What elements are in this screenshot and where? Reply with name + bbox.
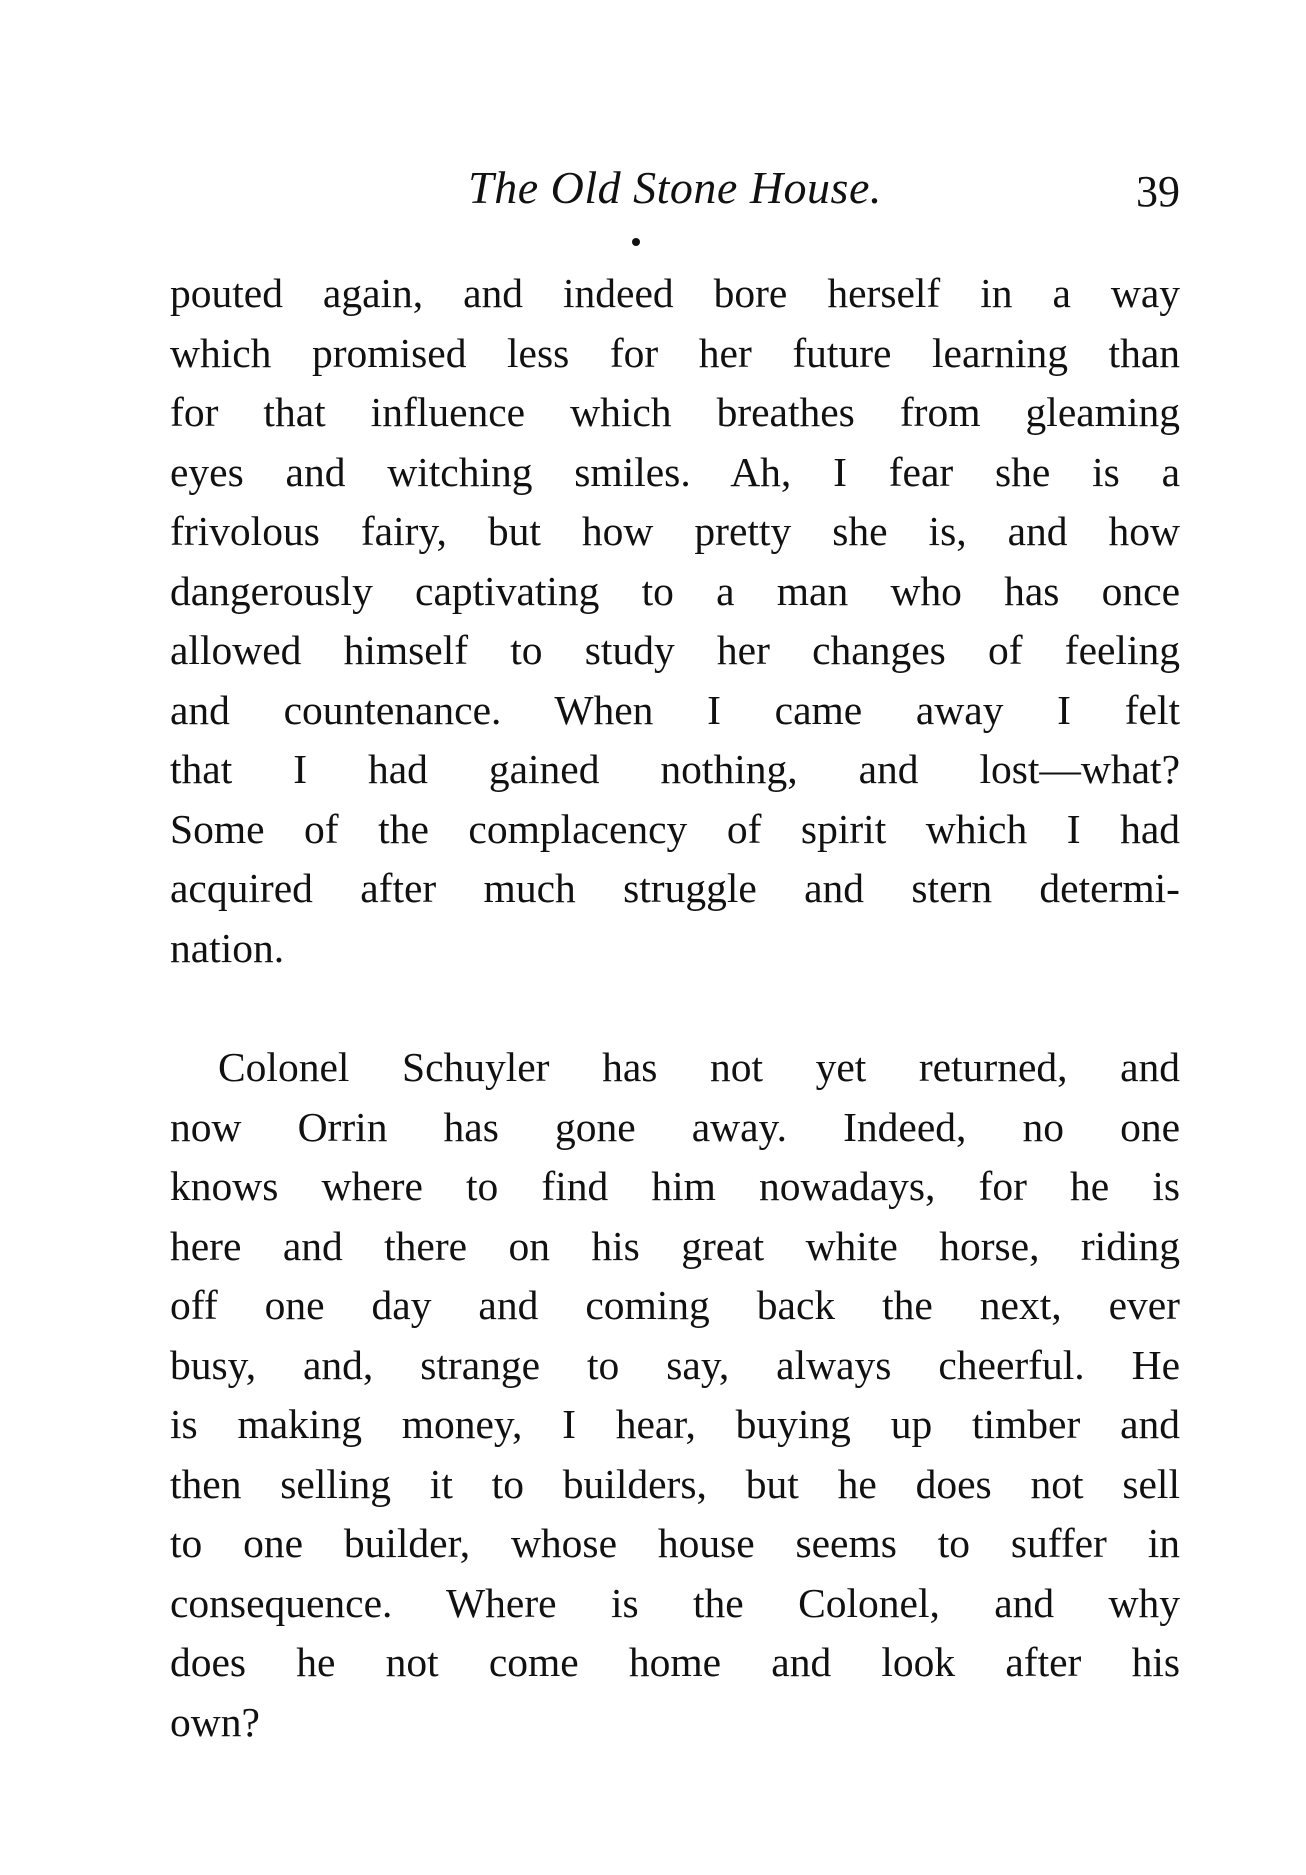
text-line: busy, and, strange to say, always cheerful. He xyxy=(170,1341,1180,1388)
text-line: pouted again, and indeed bore herself in a way xyxy=(170,270,1180,316)
text-line: then selling it to builders, but he does not sell xyxy=(170,1460,1180,1507)
text-line: frivolous fairy, but how pretty she is, and how xyxy=(170,508,1180,554)
text-line: Some of the complacency of spirit which I had xyxy=(170,805,1180,852)
text-line: here and there on his great white horse, riding xyxy=(170,1222,1180,1269)
text-line: eyes and witching smiles. Ah, I fear she is a xyxy=(170,448,1180,495)
running-title: The Old Stone House. xyxy=(468,162,882,213)
text-line: allowed himself to study her changes of feeling xyxy=(170,627,1180,673)
text-line: to one builder, whose house seems to suffer in xyxy=(170,1520,1180,1566)
print-speck xyxy=(632,238,640,246)
text-line: now Orrin has gone away. Indeed, no one xyxy=(170,1103,1180,1150)
text-line: acquired after much struggle and stern determi- xyxy=(170,865,1180,911)
body-text xyxy=(170,264,1180,1752)
paragraph-gap xyxy=(170,978,1180,1038)
text-line: Colonel Schuyler has not yet returned, and xyxy=(218,1044,1180,1090)
text-line: for that influence which breathes from gleaming xyxy=(170,389,1180,435)
running-header xyxy=(170,158,1180,228)
text-line: and countenance. When I came away I felt xyxy=(170,686,1180,733)
text-line: consequence. Where is the Colonel, and why xyxy=(170,1579,1180,1626)
text-line: is making money, I hear, buying up timber and xyxy=(170,1401,1180,1447)
text-line: own? xyxy=(170,1698,260,1745)
text-line: dangerously captivating to a man who has once xyxy=(170,567,1180,614)
paragraph-2 xyxy=(170,1038,1180,1752)
text-line: which promised less for her future learning than xyxy=(170,329,1180,376)
paragraph-1 xyxy=(170,264,1180,978)
text-line: that I had gained nothing, and lost—what? xyxy=(170,746,1180,792)
text-line: does he not come home and look after his xyxy=(170,1639,1180,1685)
text-line: knows where to find him nowadays, for he is xyxy=(170,1163,1180,1209)
text-line: off one day and coming back the next, ever xyxy=(170,1282,1180,1328)
text-line: nation. xyxy=(170,924,285,971)
page-number: 39 xyxy=(1136,167,1180,216)
